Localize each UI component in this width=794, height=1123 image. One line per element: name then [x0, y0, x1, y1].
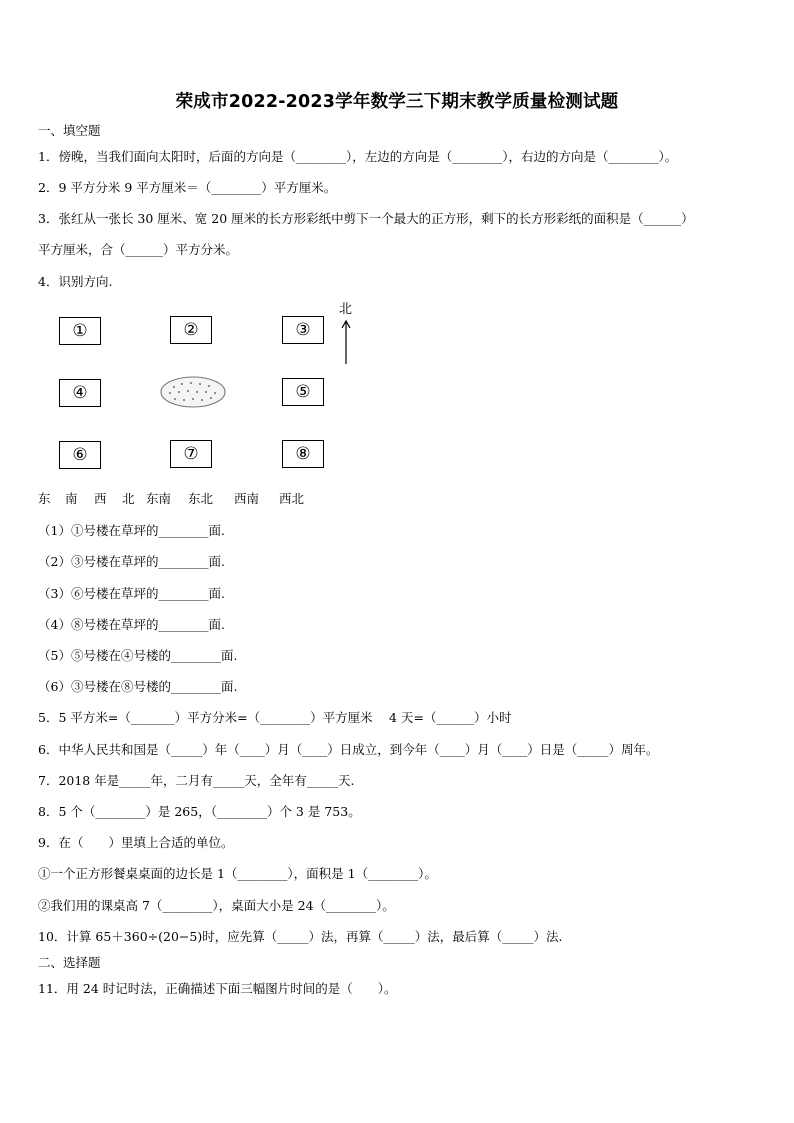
direction-options	[38, 489, 304, 507]
question-3-line-2: 平方厘米，合（______）平方分米。	[38, 242, 239, 257]
question-2: 2．9 平方分米 9 平方厘米＝（________）平方厘米。	[38, 180, 337, 195]
north-arrow-icon	[338, 318, 354, 366]
direction-option: 北	[122, 491, 135, 506]
question-9-item-2: ②我们用的课桌高 7（________），桌面大小是 24（________）。	[38, 898, 395, 913]
question-1: 1．傍晚，当我们面向太阳时，后面的方向是（________），左边的方向是（________），右边的方向是（________）。	[38, 149, 678, 164]
question-7: 7．2018 年是_____年，二月有_____天，全年有_____天.	[38, 773, 355, 788]
building-box-7: ⑦	[170, 440, 212, 468]
question-8: 8．5 个（________）是 265，（________）个 3 是 753。	[38, 804, 361, 819]
direction-option: 南	[65, 491, 78, 506]
direction-option: 东北	[188, 491, 214, 506]
question-4-sub-3: （3）⑥号楼在草坪的________面.	[38, 586, 225, 601]
lawn-ellipse-icon	[158, 374, 228, 410]
building-box-8: ⑧	[282, 440, 324, 468]
building-box-3: ③	[282, 316, 324, 344]
direction-option: 东南	[146, 491, 172, 506]
building-box-2: ②	[170, 316, 212, 344]
section-heading-multiple-choice: 二、选择题	[38, 955, 101, 970]
question-6: 6．中华人民共和国是（_____）年（____）月（____）日成立，到今年（____）月（____）日是（_____）周年。	[38, 742, 659, 757]
question-5: 5．5 平方米=（_______）平方分米=（________）平方厘米 4 天=（______）小时	[38, 710, 512, 725]
building-box-1: ①	[59, 317, 101, 345]
question-4-sub-2: （2）③号楼在草坪的________面.	[38, 554, 225, 569]
section-heading-fill-in: 一、填空题	[38, 123, 101, 138]
question-9: 9．在（ ）里填上合适的单位。	[38, 835, 234, 850]
north-label: 北	[339, 302, 353, 317]
question-4-sub-1: （1）①号楼在草坪的________面.	[38, 523, 225, 538]
building-box-5: ⑤	[282, 378, 324, 406]
question-4: 4．识别方向.	[38, 274, 113, 289]
direction-option: 西北	[279, 491, 305, 506]
question-4-sub-6: （6）③号楼在⑧号楼的________面.	[38, 679, 238, 694]
building-box-4: ④	[59, 379, 101, 407]
question-10: 10．计算 65＋360÷(20−5)时，应先算（_____）法，再算（_____）法，最后算（_____）法.	[38, 929, 563, 944]
question-4-sub-5: （5）⑤号楼在④号楼的________面.	[38, 648, 238, 663]
direction-option: 西南	[234, 491, 260, 506]
direction-option: 西	[94, 491, 107, 506]
page-title: 荣成市2022-2023学年数学三下期末教学质量检测试题	[175, 92, 619, 112]
building-box-6: ⑥	[59, 441, 101, 469]
question-9-item-1: ①一个正方形餐桌桌面的边长是 1（________），面积是 1（________）。	[38, 866, 437, 881]
direction-option: 东	[38, 491, 51, 506]
question-3-line-1: 3．张红从一张长 30 厘米、宽 20 厘米的长方形彩纸中剪下一个最大的正方形，剩下的长方形彩纸的面积是（______）	[38, 211, 694, 226]
question-11: 11．用 24 时记时法，正确描述下面三幅图片时间的是（ ）。	[38, 981, 397, 996]
question-4-sub-4: （4）⑧号楼在草坪的________面.	[38, 617, 225, 632]
